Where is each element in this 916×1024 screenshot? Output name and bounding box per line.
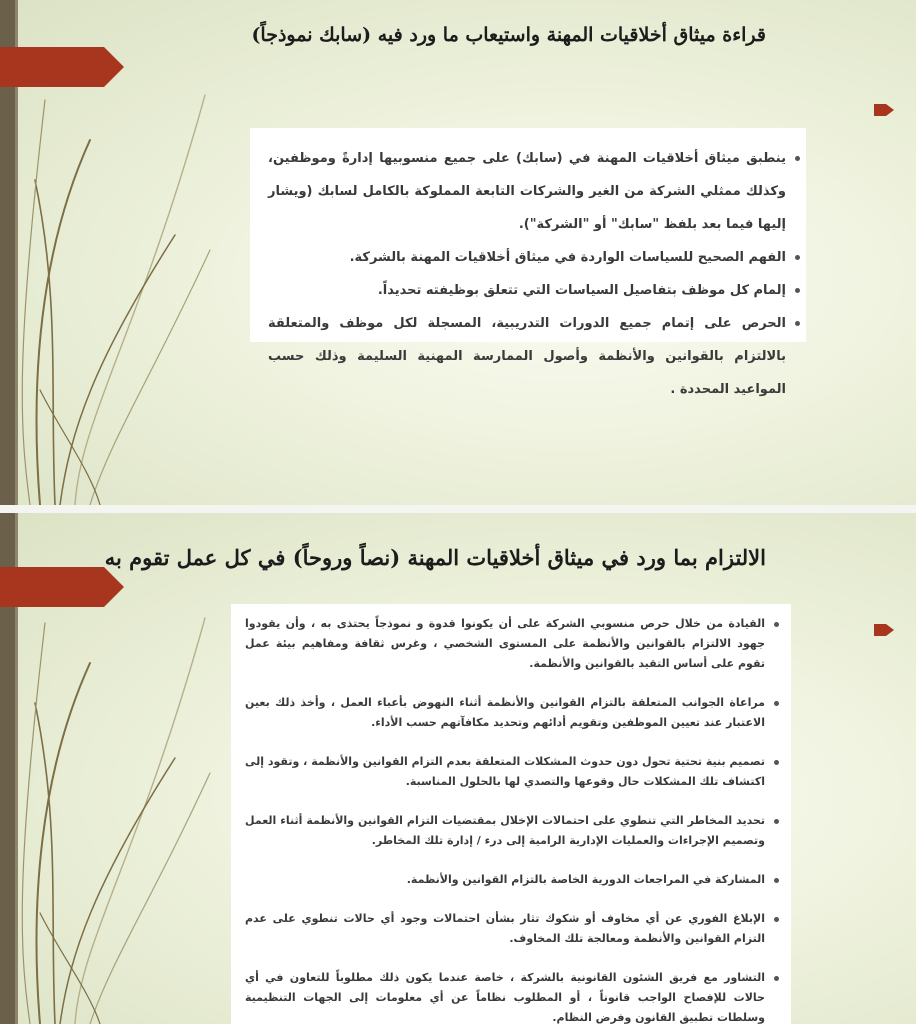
bullet-icon xyxy=(795,321,800,326)
red-arrow-icon xyxy=(0,47,124,87)
list-item xyxy=(268,241,786,274)
list-item-text: مراعاة الجوانب المتعلقة بالتزام القوانين والأنظمة أثناء النهوض بأعباء العمل ، وأخذ ذلك بعين الاعتبار عند تعيين الموظفين وتقويم أدائهم وتحديد مكافآتهم حسب الأداء. xyxy=(245,696,765,729)
list-item-text: تحديد المخاطر التي تنطوي على احتمالات الإخلال بمقتضيات التزام القوانين والأنظمة أثناء العمل وتصميم الإجراءات والعمليات الإدارية الرامية إلى درء / إدارة تلك المخاطر. xyxy=(245,814,765,847)
list-item-text: الإبلاغ الفوري عن أي مخاوف أو شكوك تثار بشأن احتمالات وجود أي حالات تنطوي على عدم التزام القوانين والأنظمة ومعالجة تلك المخاوف. xyxy=(245,912,765,945)
small-arrow-bullet-icon xyxy=(874,624,894,636)
list-item-text: تصميم بنية تحتية تحول دون حدوث المشكلات المتعلقة بعدم التزام القوانين والأنظمة ، وتقود إلى اكتشاف تلك المشكلات حال وقوعها والتصدي لها بالحلول المناسبة. xyxy=(245,755,765,788)
slide-1 xyxy=(0,0,916,505)
bullet-icon xyxy=(774,878,779,883)
list-item xyxy=(245,614,765,674)
list-item-text: المشاركة في المراجعات الدورية الخاصة بالتزام القوانين والأنظمة. xyxy=(406,873,765,886)
slide-title: قراءة ميثاق أخلاقيات المهنة واستيعاب ما ورد فيه (سابك نموذجاً) xyxy=(251,24,766,46)
bullet-icon xyxy=(774,819,779,824)
bullet-icon xyxy=(795,156,800,161)
bullet-icon xyxy=(795,288,800,293)
list-item-text: الحرص على إتمام جميع الدورات التدريبية، المسجلة لكل موظف والمتعلقة بالالتزام بالقوانين والأنظمة وأصول الممارسة المهنية السليمة وذلك حسب المواعيد المحددة . xyxy=(268,316,786,397)
list-item xyxy=(245,870,765,890)
bullet-icon xyxy=(774,917,779,922)
list-item-text: ينطبق ميثاق أخلاقيات المهنة في (سابك) على جميع منسوبيها إدارةً وموظفين، وكذلك ممثلي الشركة من الغير والشركات التابعة المملوكة بالكامل لسابك (ويشار إليها فيما بعد بلفظ "سابك" أو "الشركة"). xyxy=(268,151,786,232)
slide-2 xyxy=(0,513,916,1024)
list-item xyxy=(245,752,765,792)
list-item xyxy=(268,274,786,307)
content-box xyxy=(231,604,791,1024)
list-item-text: القيادة من خلال حرص منسوبي الشركة على أن يكونوا قدوة و نموذجاً يحتذى به ، وأن يقودوا جهود الالتزام بالقوانين والأنظمة على المستوى الشخصي ، وغرس ثقافة ومفاهيم بيئة عمل تقوم على أساس التقيد بالقوانين والأنظمة. xyxy=(245,617,765,670)
slide-title: الالتزام بما ورد في ميثاق أخلاقيات المهنة (نصاً وروحاً) في كل عمل تقوم به xyxy=(104,545,766,570)
list-item xyxy=(268,142,786,241)
bullet-icon xyxy=(795,255,800,260)
list-item xyxy=(245,811,765,851)
list-item-text: الفهم الصحيح للسياسات الواردة في ميثاق أخلاقيات المهنة بالشركة. xyxy=(349,250,786,265)
red-arrow-icon xyxy=(0,567,124,607)
bullet-icon xyxy=(774,622,779,627)
list-item xyxy=(245,693,765,733)
bullet-icon xyxy=(774,976,779,981)
bullet-icon xyxy=(774,701,779,706)
list-item-text: إلمام كل موظف بتفاصيل السياسات التي تتعلق بوظيفته تحديداً. xyxy=(377,283,786,298)
slide-separator xyxy=(0,505,916,513)
small-arrow-bullet-icon xyxy=(874,104,894,116)
content-box xyxy=(250,128,806,397)
list-item-text: التشاور مع فريق الشئون القانونية بالشركة ، خاصة عندما يكون ذلك مطلوباً للتعاون في أي حالات للإفصاح الواجب قانوناً ، أو المطلوب نظاماً عن أي معلومات إلى الجهات التنظيمية وسلطات تطبيق القانون وفرض النظام. xyxy=(245,971,765,1024)
list-item xyxy=(268,307,786,406)
bullet-icon xyxy=(774,760,779,765)
list-item xyxy=(245,968,765,1024)
list-item xyxy=(245,909,765,949)
